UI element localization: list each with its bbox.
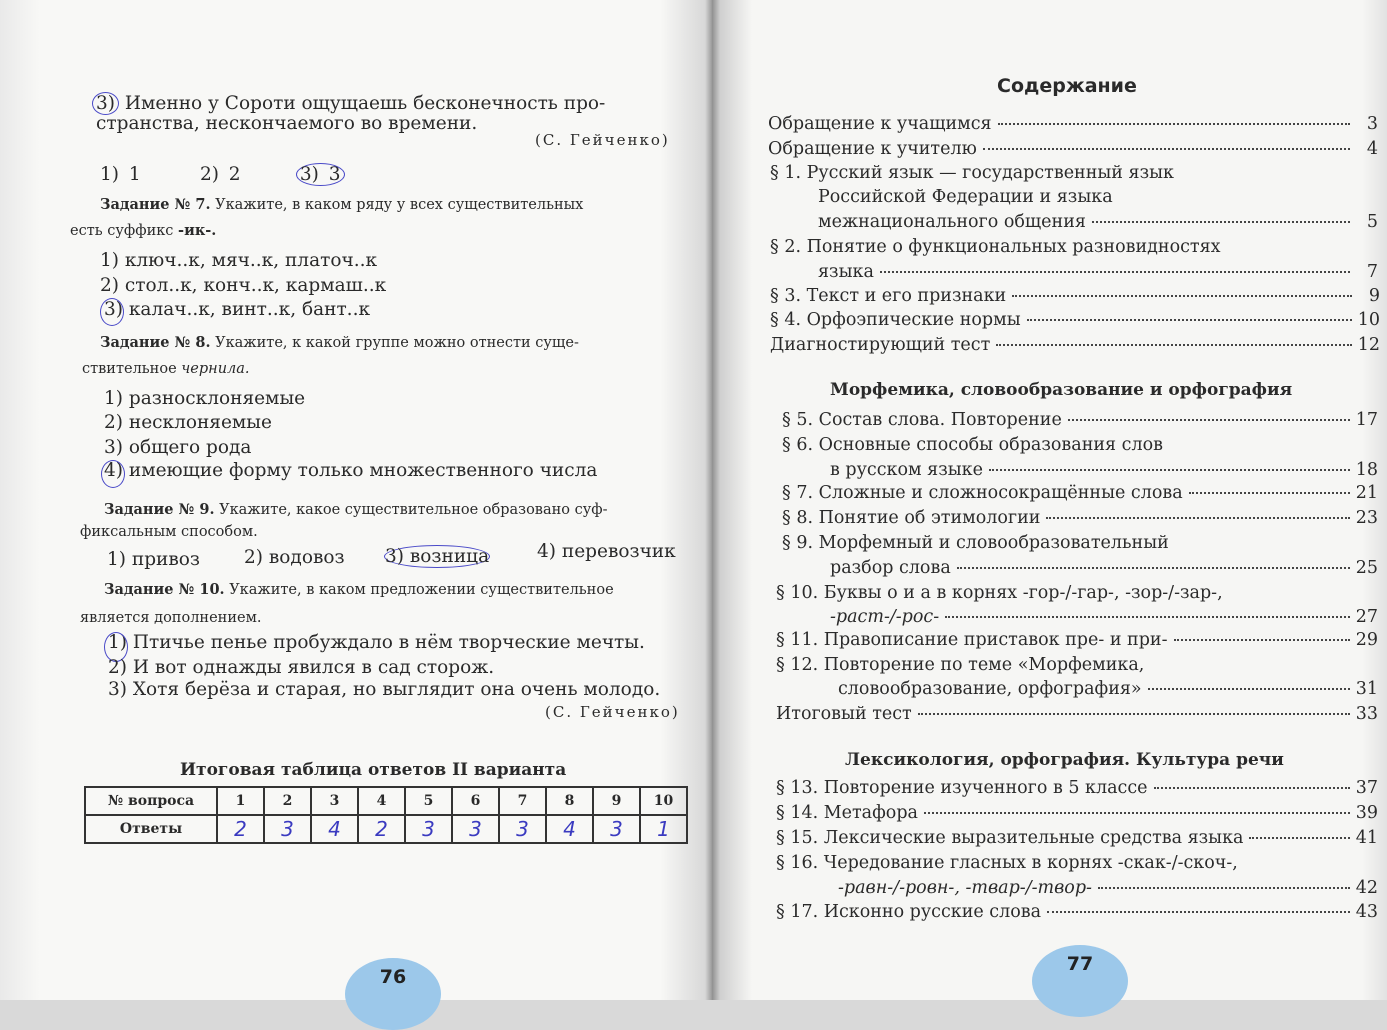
task10-text: Задание № 10. Укажите, в каком предложении существительное <box>104 581 614 598</box>
toc-entry[interactable]: Итоговый тест 33 <box>776 704 1378 724</box>
page-number-right: 77 <box>1032 945 1128 1017</box>
toc-entry-cont: -раст-/-рос- 27 <box>830 607 1378 627</box>
toc-entry[interactable]: § 13. Повторение изученного в 5 классе 37 <box>776 778 1378 798</box>
task10-option: 1) Птичье пенье пробуждало в нём творческие мечты. <box>108 632 645 653</box>
toc-entry[interactable]: § 10. Буквы о и а в корнях -гор-/-гар-, -зор-/-зар-, <box>776 583 1223 603</box>
toc-entry[interactable]: Обращение к учащимся 3 <box>768 114 1378 134</box>
toc-entry[interactable]: § 12. Повторение по теме «Морфемика, <box>776 655 1145 675</box>
toc-section-heading: Морфемика, словообразование и орфография <box>830 380 1293 400</box>
task8-option: 1) разносклоняемые <box>104 388 306 409</box>
task7-option: 1) ключ..к, мяч..к, платоч..к <box>100 250 378 271</box>
toc-entry[interactable]: § 16. Чередование гласных в корнях -скак-/-скоч-, <box>776 853 1238 873</box>
task8-text: Задание № 8. Укажите, к какой группе можно отнести суще- <box>100 334 579 351</box>
toc-entry[interactable]: § 8. Понятие об этимологии 23 <box>782 508 1378 528</box>
task9-option: 4) перевозчик <box>537 541 676 562</box>
task8-option: 4) имеющие форму только множественного числа <box>104 460 598 481</box>
answer-circle <box>101 460 125 488</box>
task9-text2: фиксальным способом. <box>80 524 258 540</box>
task9-text: Задание № 9. Укажите, какое существительное образовано суф- <box>104 501 608 518</box>
toc-entry-cont: языка 7 <box>818 262 1378 282</box>
left-page <box>0 0 712 1000</box>
task9-option: 1) привоз <box>107 549 201 570</box>
task7-option: 2) стол..к, конч..к, кармаш..к <box>100 275 387 296</box>
toc-entry[interactable]: § 1. Русский язык — государственный язык <box>770 163 1174 183</box>
task7-option: 3) калач..к, винт..к, бант..к <box>104 299 371 320</box>
answer-table-title: Итоговая таблица ответов II варианта <box>180 760 567 780</box>
task10-option: 2) И вот однажды явился в сад сторож. <box>108 657 495 678</box>
task8-option: 2) несклоняемые <box>104 412 272 433</box>
task8-text2: ствительное чернила. <box>82 361 250 377</box>
toc-section-heading: Лексикология, орфография. Культура речи <box>845 750 1284 770</box>
page-number-left: 76 <box>345 958 441 1030</box>
toc-entry-cont: словообразование, орфография» 31 <box>838 679 1378 699</box>
toc-entry[interactable]: § 14. Метафора 39 <box>776 803 1378 823</box>
toc-entry-cont: разбор слова 25 <box>830 558 1378 578</box>
task7-text2: есть суффикс -ик-. <box>70 222 217 239</box>
toc-entry[interactable]: Обращение к учителю 4 <box>768 139 1378 159</box>
toc-title: Содержание <box>997 75 1137 97</box>
task10-author: (С. Гейченко) <box>545 703 680 721</box>
toc-entry-cont: в русском языке 18 <box>830 460 1378 480</box>
task8-option: 3) общего рода <box>104 437 252 458</box>
answer-circle <box>100 298 124 326</box>
toc-entry[interactable]: § 2. Понятие о функциональных разновидностях <box>770 237 1221 257</box>
toc-entry[interactable]: § 6. Основные способы образования слов <box>782 435 1163 455</box>
toc-entry-cont: Российской Федерации и языка <box>818 187 1113 207</box>
toc-entry[interactable]: § 17. Исконно русские слова 43 <box>776 902 1378 922</box>
toc-entry[interactable]: § 15. Лексические выразительные средства языка 41 <box>776 828 1378 848</box>
toc-entry[interactable]: Диагностирующий тест 12 <box>770 335 1380 355</box>
toc-entry[interactable]: § 5. Состав слова. Повторение 17 <box>782 410 1378 430</box>
toc-entry[interactable]: § 11. Правописание приставок пре- и при- 29 <box>776 630 1378 650</box>
quote-line-1: 3) Именно у Сороти ощущаешь бесконечность про- <box>96 92 605 115</box>
task7-text: Задание № 7. Укажите, в каком ряду у всех существительных <box>100 196 584 213</box>
toc-entry[interactable]: § 4. Орфоэпические нормы 10 <box>770 310 1380 330</box>
q6-options: 1) 1 2) 2 3) 3 <box>100 163 345 186</box>
task9-option: 2) водовоз <box>244 547 345 568</box>
toc-entry-cont: -равн-/-ровн-, -твар-/-твор- 42 <box>838 878 1378 898</box>
answer-table <box>84 786 688 844</box>
toc-entry[interactable]: § 7. Сложные и сложносокращённые слова 21 <box>782 483 1378 503</box>
toc-entry[interactable]: § 3. Текст и его признаки 9 <box>770 286 1380 306</box>
task10-text2: является дополнением. <box>80 610 262 626</box>
quote-author: (С. Гейченко) <box>535 131 670 149</box>
toc-entry[interactable]: § 9. Морфемный и словообразовательный <box>782 533 1169 553</box>
task9-option: 3) возница <box>385 546 490 567</box>
quote-line-2: странства, нескончаемого во времени. <box>96 113 478 134</box>
task10-option: 3) Хотя берёза и старая, но выглядит она очень молодо. <box>108 679 661 700</box>
table-row-answers: Ответы 2 3 4 2 3 3 3 4 3 1 <box>85 815 687 843</box>
table-row-questions: № вопроса 1 2 3 4 5 6 7 8 9 10 <box>85 787 687 815</box>
toc-entry-cont: межнационального общения 5 <box>818 212 1378 232</box>
